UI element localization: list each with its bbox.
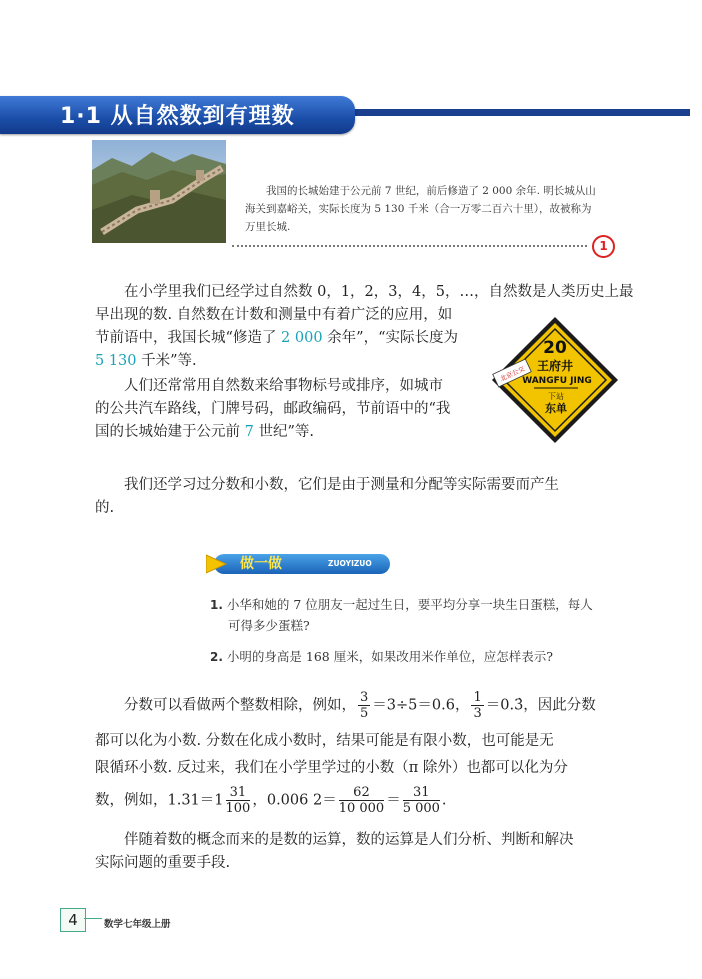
sign-station-cn: 王府井	[536, 359, 574, 373]
para-5-line-2: 实际问题的重要手段.	[95, 855, 231, 871]
book-title: 数学七年级上册	[104, 919, 171, 930]
sign-station-en: WANGFU JING	[522, 376, 592, 386]
section-title: 1·1 从自然数到有理数	[60, 104, 295, 129]
para-2-line-1: 人们还常常用自然数来给事物标号或排序，如城市	[124, 378, 443, 394]
fraction-31-100: $\frac{31}{100}$	[225, 785, 251, 816]
fraction-1-3: $\frac{1}{3}$	[473, 690, 482, 721]
sign-next-station: 东单	[545, 402, 567, 415]
section-marker: 1	[592, 235, 615, 258]
try-it-title: 做一做	[240, 556, 282, 572]
highlight-2000: 2 000	[281, 330, 323, 346]
fraction-62-10000: $\frac{62}{10 000}$	[338, 785, 385, 816]
para-4-line-4: 数，例如，1.31＝1 $\frac{31}{100}$ ，0.006 2＝ $\frac{62}{10 000}$ ＝ $\frac{31}{5 000}$ .	[95, 785, 447, 816]
para-1-line-4: 5 130 千米”等.	[95, 353, 197, 369]
caption-divider	[232, 245, 587, 247]
photo-caption: 我国的长城始建于公元前 7 世纪，前后修造了 2 000 余年. 明长城从山海关到嘉峪关，实际长度为 5 130 千米（合一万零二百六十里），故被称为万里长城.	[245, 185, 596, 233]
para-1-line-3: 节前语中，我国长城“修造了 2 000 余年”，“实际长度为	[95, 330, 458, 346]
para-1-line-2: 早出现的数. 自然数在计数和测量中有着广泛的应用，如	[95, 307, 453, 323]
page-number: 4	[60, 908, 86, 932]
para-4-line-2: 都可以化为小数. 分数在化成小数时，结果可能是有限小数，也可能是无	[95, 733, 554, 749]
try-it-pinyin: ZUOYIZUO	[328, 559, 372, 568]
para-1-line-1: 在小学里我们已经学过自然数 0，1，2，3，4，5，…，自然数是人类历史上最	[124, 284, 634, 300]
bus-stop-sign	[490, 315, 620, 445]
highlight-7: 7	[244, 424, 254, 440]
para-3-line-1: 我们还学习过分数和小数，它们是由于测量和分配等实际需要而产生	[124, 477, 559, 493]
bus-ticket: 北京公交	[498, 364, 526, 384]
para-5-line-1: 伴随着数的概念而来的是数的运算，数的运算是人们分析、判断和解决	[124, 832, 574, 848]
sign-next-label: 下站	[548, 392, 564, 401]
para-2-line-2: 的公共汽车路线，门牌号码，邮政编码，节前语中的“我	[95, 401, 451, 417]
question-1-cont: 可得多少蛋糕?	[228, 618, 310, 633]
footer-rule	[84, 918, 102, 919]
question-2: 2. 小明的身高是 168 厘米，如果改用米作单位，应怎样表示?	[210, 649, 553, 664]
para-2-line-3: 国的长城始建于公元前 7 世纪”等.	[95, 424, 314, 440]
para-4-line-1: 分数可以看做两个整数相除，例如， $\frac{3}{5}$ ＝3÷5＝0.6， $\frac{1}{3}$ ＝0.3̇，因此分数	[124, 690, 596, 721]
para-3-line-2: 的.	[95, 500, 115, 516]
highlight-5130: 5 130	[95, 353, 137, 369]
great-wall-photo	[92, 140, 226, 243]
fraction-3-5: $\frac{3}{5}$	[360, 690, 369, 721]
sign-number: 20	[543, 338, 567, 358]
question-1: 1. 小华和她的 7 位朋友一起过生日，要平均分享一块生日蛋糕，每人	[210, 597, 593, 612]
fraction-31-5000: $\frac{31}{5 000}$	[402, 785, 440, 816]
para-4-line-3: 限循环小数. 反过来，我们在小学里学过的小数（π 除外）也都可以化为分	[95, 760, 568, 776]
